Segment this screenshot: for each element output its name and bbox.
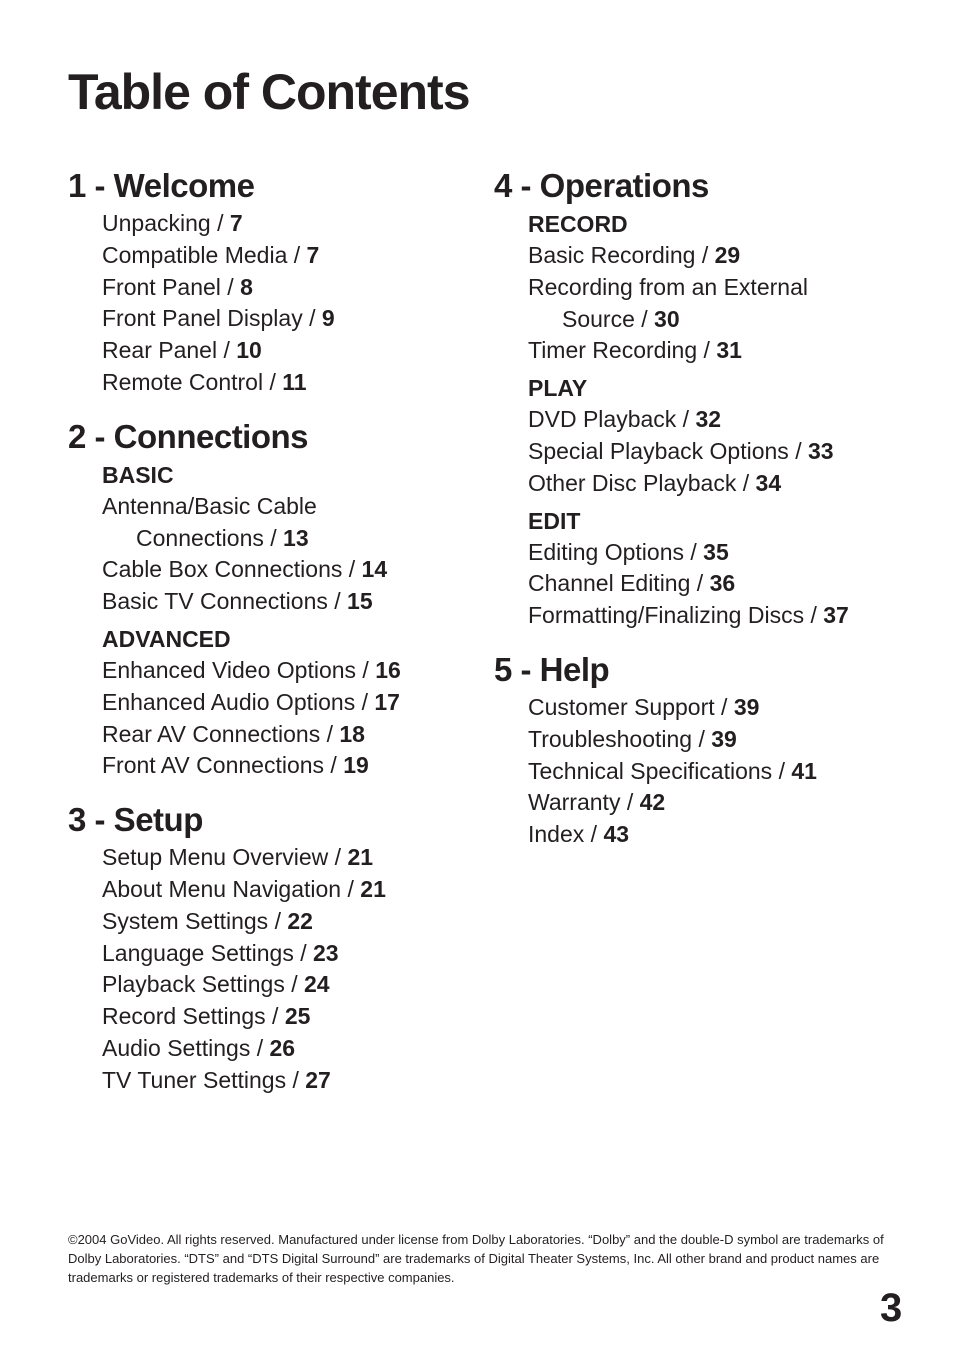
section-body [68, 208, 468, 399]
entry-page-number: 16 [375, 656, 401, 683]
section-title: 3 - Setup [68, 801, 203, 839]
toc-entry[interactable] [102, 719, 468, 751]
toc-entry[interactable] [528, 787, 914, 819]
toc-entry[interactable] [102, 303, 468, 335]
entry-text: Compatible Media / [102, 241, 307, 268]
entry-page-number: 9 [321, 305, 335, 332]
group-label: BASIC [102, 461, 174, 488]
section-body [494, 692, 914, 851]
entry-page-number: 33 [807, 437, 834, 464]
toc-entry[interactable] [102, 1001, 468, 1033]
toc-entry[interactable] [102, 208, 468, 240]
entry-text: Setup Menu Overview / [102, 844, 348, 871]
entry-text: Enhanced Video Options / [102, 656, 376, 683]
toc-group [528, 505, 914, 632]
entry-text: Record Settings / [102, 1003, 285, 1030]
entry-text: Channel Editing / [528, 570, 710, 597]
toc-entry[interactable] [528, 568, 914, 600]
toc-column-left [68, 166, 468, 1115]
group-label: PLAY [528, 375, 588, 402]
entry-page-number: 25 [284, 1003, 311, 1030]
toc-group [528, 372, 914, 499]
entry-text: Customer Support / [528, 693, 734, 720]
entry-page-number: 17 [374, 688, 400, 715]
entry-page-number: 35 [703, 538, 729, 565]
entry-page-number: 8 [240, 273, 253, 300]
entry-text: System Settings / [102, 907, 288, 934]
entry-page-number: 27 [305, 1066, 331, 1093]
entry-text: Antenna/Basic Cable [102, 492, 317, 519]
toc-entry[interactable] [102, 491, 468, 555]
entry-text: Front Panel Display / [102, 305, 322, 332]
section-body [68, 842, 468, 1096]
toc-section [68, 166, 468, 399]
toc-entry[interactable] [528, 819, 914, 851]
toc-entry[interactable] [528, 335, 914, 367]
toc-entry[interactable] [528, 537, 914, 569]
section-title: 1 - Welcome [68, 167, 255, 204]
group-label: RECORD [528, 211, 628, 237]
toc-entry[interactable] [528, 240, 914, 272]
entry-text: Special Playback Options / [528, 437, 808, 464]
toc-entry[interactable] [528, 600, 914, 632]
section-title: 2 - Connections [68, 417, 309, 455]
toc-entry[interactable] [102, 554, 468, 586]
copyright-notice: ©2004 GoVideo. All rights reserved. Manufactured under license from Dolby Laboratories. “Dolby” and the double-D symbol are trademarks of Dolby Laboratories. “DTS” and “DTS Digital Surround” are trademarks of Digital Theater Systems, Inc. All other brand and product names are trademarks or registered trademarks of their respective companies. [68, 1232, 884, 1285]
entry-text: Front Panel / [102, 273, 241, 300]
entry-text: TV Tuner Settings / [102, 1066, 306, 1093]
entry-text: Formatting/Finalizing Discs / [528, 602, 824, 629]
toc-entry[interactable] [102, 842, 468, 874]
toc-section [68, 800, 468, 1096]
entry-text: Timer Recording / [528, 337, 717, 364]
toc-entry[interactable] [102, 969, 468, 1001]
entry-text: Audio Settings / [102, 1034, 270, 1061]
entry-page-number: 39 [733, 693, 760, 720]
entry-page-number: 23 [313, 939, 339, 966]
entry-page-number: 7 [229, 210, 243, 236]
entry-text: Language Settings / [102, 939, 313, 966]
toc-entry[interactable] [102, 335, 468, 367]
entry-page-number: 18 [339, 720, 365, 747]
entry-text: Front AV Connections / [102, 752, 344, 779]
entry-text: Rear Panel / [102, 337, 237, 364]
entry-page-number: 37 [823, 602, 849, 629]
toc-entry[interactable] [102, 586, 468, 618]
toc-entry[interactable] [102, 1033, 468, 1065]
entry-page-number: 30 [654, 305, 680, 332]
toc-group [528, 692, 914, 851]
toc-entry[interactable] [528, 436, 914, 468]
toc-section [494, 650, 914, 851]
toc-group [102, 459, 468, 618]
entry-page-number: 41 [791, 757, 817, 784]
page-title: Table of Contents [68, 64, 470, 120]
entry-text: Basic Recording / [528, 242, 715, 268]
toc-group [102, 842, 468, 1096]
entry-page-number: 22 [287, 907, 313, 934]
entry-text-continued: Connections / [136, 524, 284, 551]
toc-entry[interactable] [528, 468, 914, 500]
entry-page-number: 29 [714, 242, 741, 268]
entry-page-number: 24 [304, 971, 330, 998]
entry-page-number: 42 [639, 789, 666, 816]
section-body [494, 208, 914, 632]
section-title: 5 - Help [494, 650, 610, 688]
entry-text: Recording from an External [528, 273, 808, 300]
toc-entry[interactable] [102, 906, 468, 938]
toc-group [528, 208, 914, 367]
entry-text: About Menu Navigation / [102, 875, 361, 902]
entry-text: Basic TV Connections / [102, 588, 348, 615]
entry-text-continued: Source / [562, 305, 655, 332]
entry-text: DVD Playback / [528, 406, 696, 433]
toc-entry[interactable] [102, 750, 468, 782]
entry-page-number: 39 [711, 725, 737, 752]
page-number: 3 [880, 1286, 903, 1330]
entry-text: Warranty / [528, 789, 640, 816]
toc-entry[interactable] [102, 687, 468, 719]
entry-text: Technical Specifications / [528, 757, 792, 784]
entry-page-number: 21 [347, 844, 374, 871]
toc-entry[interactable] [528, 724, 914, 756]
toc-section [494, 166, 914, 632]
toc-group [102, 208, 468, 399]
entry-page-number: 21 [360, 875, 386, 902]
toc-entry[interactable] [102, 655, 468, 687]
group-label: ADVANCED [102, 625, 231, 652]
toc-entry[interactable] [102, 367, 468, 399]
entry-text: Rear AV Connections / [102, 720, 340, 747]
toc-entry[interactable] [528, 692, 914, 724]
entry-page-number: 7 [306, 241, 320, 268]
entry-text: Index / [528, 821, 604, 848]
entry-page-number: 19 [343, 752, 369, 779]
entry-page-number: 15 [347, 588, 373, 615]
toc-entry[interactable] [528, 756, 914, 788]
entry-text: Unpacking / [102, 210, 230, 236]
entry-page-number: 36 [709, 570, 736, 597]
entry-page-number: 31 [716, 337, 742, 364]
toc-entry[interactable] [102, 240, 468, 272]
entry-page-number: 11 [282, 368, 307, 395]
toc-entry[interactable] [528, 404, 914, 436]
entry-page-number: 14 [361, 556, 388, 583]
toc-section [68, 417, 468, 782]
section-title: 4 - Operations [494, 167, 709, 204]
entry-page-number: 32 [695, 406, 722, 433]
entry-text: Playback Settings / [102, 971, 304, 998]
group-label: EDIT [528, 507, 581, 534]
entry-text: Remote Control / [102, 368, 283, 395]
entry-text: Troubleshooting / [528, 725, 712, 752]
toc-entry[interactable] [102, 272, 468, 304]
toc-column-right [494, 166, 914, 869]
entry-continuation-line [102, 523, 468, 555]
entry-text: Other Disc Playback / [528, 469, 756, 496]
entry-page-number: 10 [236, 337, 262, 364]
toc-entry[interactable] [102, 938, 468, 970]
entry-page-number: 34 [755, 469, 782, 496]
entry-continuation-line [528, 304, 914, 336]
entry-page-number: 26 [269, 1034, 296, 1061]
entry-text: Editing Options / [528, 538, 704, 565]
entry-page-number: 43 [603, 821, 630, 848]
toc-entry[interactable] [102, 874, 468, 906]
entry-page-number: 13 [283, 524, 309, 551]
entry-text: Enhanced Audio Options / [102, 688, 375, 715]
section-body [68, 459, 468, 782]
entry-text: Cable Box Connections / [102, 556, 362, 583]
toc-group [102, 623, 468, 782]
toc-entry[interactable] [102, 1065, 468, 1097]
toc-entry[interactable] [528, 272, 914, 336]
